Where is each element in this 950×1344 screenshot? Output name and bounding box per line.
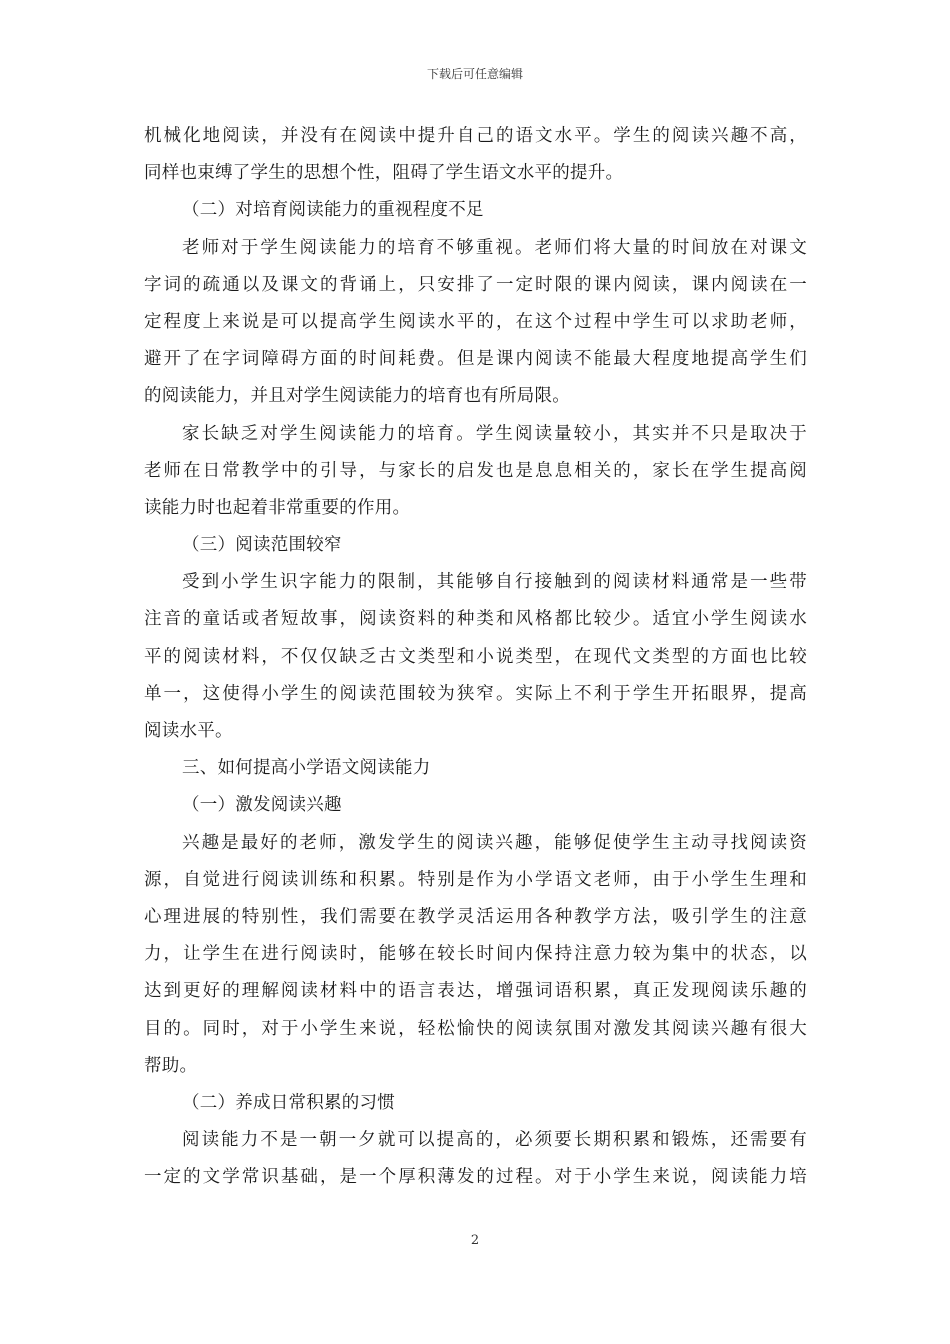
body-line: 兴趣是最好的老师，激发学生的阅读兴趣，能够促使学生主动寻找阅读资	[182, 832, 807, 853]
body-line: 的阅读能力，并且对学生阅读能力的培育也有所局限。	[144, 386, 570, 407]
section-heading: （二）对培育阅读能力的重视程度不足	[182, 200, 484, 221]
body-line: 单一，这使得小学生的阅读范围较为狭窄。实际上不利于学生开拓眼界，提高	[144, 683, 807, 704]
section-heading: （三）阅读范围较窄	[182, 535, 342, 556]
body-line: 心理进展的特别性，我们需要在教学灵活运用各种教学方法，吸引学生的注意	[144, 906, 807, 927]
page-number: 2	[470, 1233, 480, 1248]
document-body	[144, 118, 807, 1196]
page-header: 下载后可任意编辑	[426, 67, 523, 81]
body-line: 阅读能力不是一朝一夕就可以提高的，必须要长期积累和锻炼，还需要有	[182, 1130, 807, 1151]
body-line: 力，让学生在进行阅读时，能够在较长时间内保持注意力较为集中的状态，以	[144, 944, 807, 965]
body-line: 机械化地阅读，并没有在阅读中提升自己的语文水平。学生的阅读兴趣不高，	[144, 126, 807, 146]
body-line: 字词的疏通以及课文的背诵上，只安排了一定时限的课内阅读，课内阅读在一	[144, 274, 807, 295]
chapter-heading: 三、如何提高小学语文阅读能力	[182, 758, 431, 779]
body-line: 避开了在字词障碍方面的时间耗费。但是课内阅读不能最大程度地提高学生们	[144, 349, 807, 370]
body-line: 帮助。	[144, 1055, 198, 1076]
body-line: 老师在日常教学中的引导，与家长的启发也是息息相关的，家长在学生提高阅	[144, 460, 807, 481]
body-line: 达到更好的理解阅读材料中的语言表达，增强词语积累，真正发现阅读乐趣的	[144, 981, 807, 1002]
section-heading: （二）养成日常积累的习惯	[182, 1092, 395, 1113]
section-heading: （一）激发阅读兴趣	[182, 795, 342, 816]
body-line: 老师对于学生阅读能力的培育不够重视。老师们将大量的时间放在对课文	[182, 237, 807, 258]
body-line: 受到小学生识字能力的限制，其能够自行接触到的阅读材料通常是一些带	[182, 572, 807, 593]
body-line: 注音的童话或者短故事，阅读资料的种类和风格都比较少。适宜小学生阅读水	[144, 609, 807, 630]
body-line: 阅读水平。	[144, 721, 233, 741]
body-line: 一定的文学常识基础，是一个厚积薄发的过程。对于小学生来说，阅读能力培	[144, 1167, 807, 1188]
body-line: 定程度上来说是可以提高学生阅读水平的，在这个过程中学生可以求助老师，	[144, 311, 807, 332]
body-line: 家长缺乏对学生阅读能力的培育。学生阅读量较小，其实并不只是取决于	[182, 423, 807, 444]
body-line: 目的。同时，对于小学生来说，轻松愉快的阅读氛围对激发其阅读兴趣有很大	[144, 1018, 807, 1039]
body-line: 读能力时也起着非常重要的作用。	[144, 497, 411, 518]
body-line: 同样也束缚了学生的思想个性，阻碍了学生语文水平的提升。	[144, 163, 624, 184]
body-line: 源，自觉进行阅读训练和积累。特别是作为小学语文老师，由于小学生生理和	[144, 869, 807, 890]
body-line: 平的阅读材料，不仅仅缺乏古文类型和小说类型，在现代文类型的方面也比较	[144, 646, 807, 667]
